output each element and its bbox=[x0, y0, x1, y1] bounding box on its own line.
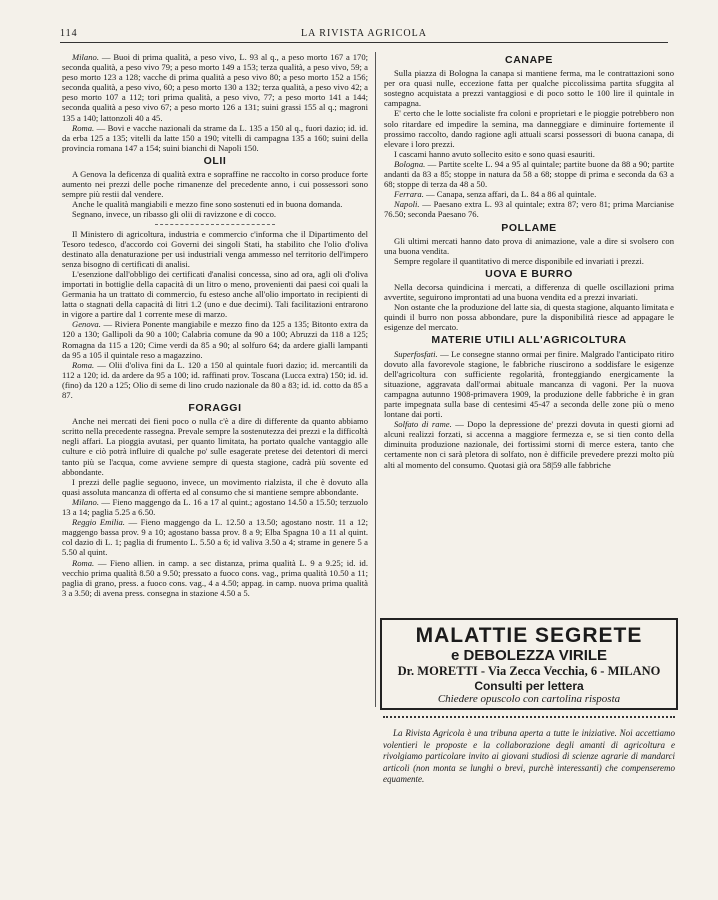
left-column bbox=[62, 52, 368, 598]
paragraph: Segnano, invece, un ribasso gli olii di ravizzone e di cocco. bbox=[72, 209, 277, 220]
paragraph: I prezzi delle paglie seguono, invece, un movimento rialzista, il che è dovuto alla quasi assoluta mancanza di offerta ed al consumo che si mantiene sempre abbondante. bbox=[62, 476, 368, 497]
section-heading-uova-burro: UOVA E BURRO bbox=[485, 267, 573, 280]
paragraph: Gli ultimi mercati hanno dato prova di animazione, vale a dire si svolsero con una buona vendita. bbox=[384, 235, 674, 256]
paragraph-reggio-foraggi: Reggio Emilia. — Fieno maggengo da L. 12.50 a 13.50; agostano nostr. 11 a 12; maggengo bassa prov. 9 a 10; agostano bassa prov. 8 a 9; Elba Spagna 10 a 11 al quint. col dazio di L. 1; paglia di frumento L. 5.50 a 6; id valiva 3.50 a 4; strame in genere 5 a 5.50 al quint. bbox=[62, 517, 368, 558]
paragraph: Sempre regolare il quantitativo di merce disponibile ed invariati i prezzi. bbox=[394, 255, 644, 266]
place-label: Roma. bbox=[72, 557, 95, 568]
right-column bbox=[384, 52, 674, 470]
ad-brochure: Chiedere opuscolo con cartolina risposta bbox=[437, 693, 621, 705]
section-heading-canape: CANAPE bbox=[505, 54, 553, 66]
paragraph-roma-foraggi: Roma. — Fieno allien. in camp. a sec distanza, prima qualità L. 9 a 9.25; id. id. vecchio prima qualità 8.50 a 9.50; pressato a fuoco cons. vag., prima qualità 10.50 a 11; paglia di grano, press. a fuoco cons. vag., 4 a 4.50; appag. in camp. nuova prima qualità 3 a 3.50; di avena press. consegna in stazione 4.50 a 5. bbox=[62, 557, 368, 598]
separator bbox=[155, 224, 275, 225]
place-label: Milano. bbox=[72, 496, 99, 507]
section-heading-materie-utili: MATERIE UTILI ALL'AGRICOLTURA bbox=[431, 334, 627, 347]
paragraph: Non ostante che la produzione del latte sia, di questa stagione, alquanto limitata e quindi il burro non possa abbondare, pure la disponibilità riesce ad appagare le esigenze del mercato. bbox=[384, 302, 674, 333]
place-label: Genova. bbox=[72, 319, 101, 330]
paragraph: Nella decorsa quindicina i mercati, a differenza di quelle oscillazioni prima avvertite, seguirono improntati ad una buona vendita ed a prezzi invariati. bbox=[384, 281, 674, 303]
paragraph: L'esenzione dall'obbligo dei certificati d'analisi concessa, sino ad ora, agli oli d'oliva importati in bottiglie della capacità di un litro o meno, provenienti dai paesi coi quali la Germania ha un trattato di commercio, fu esteso anche all'olio importato in recipienti di latta o stagnati della capacità di litri 1.2 (uno e due decimi). Tali facilitazioni entrarono in vigore a partire dal 1 corrente mese di marzo. bbox=[62, 268, 368, 320]
header-rule bbox=[60, 42, 668, 43]
place-label: Roma. bbox=[72, 122, 95, 133]
paragraph-solfato: Solfato di rame. — Dopo la depressione de' prezzi dovuta in questi giorni ad alcuni realizzi forzati, si accenna a maggiore fermezza e, se si tien conto della diminuita produzione nazionale, dei fortissimi storni di merce estera, tanto che certamente non ci sarà pletora di solfato, non è difficile prevedere prezzi molto più alti al momento del consumo. Quotasi già ora 58|59 alle fabbriche bbox=[384, 419, 674, 470]
place-label: Napoli. bbox=[394, 199, 420, 210]
paragraph-superfosfati: Superfosfati. — Le consegne stanno ormai per finire. Malgrado l'anticipato ritiro dovuto alla favorevole stagione, le fabbriche riuscirono a soddisfare le esigenze dell'agricoltura con sufficiente regolarità, fronteggiando energicamente la situazione, aggravata dall'ormai abituale mancanza di vagoni. Per la nuova campagna autunno 1908-primavera 1909, la produzione delle fabbriche è in gran parte impegnata sulla base di centesimi 45-47 a seconda delle zone più o meno lontane dai porti. bbox=[384, 348, 674, 420]
paragraph: Il Ministero di agricoltura, industria e commercio c'informa che il Dipartimento del Tesoro tedesco, d'accordo coi Governi dei singoli Stati, ha stabilito che l'olio d'oliva destinato alla denaturazione per usi industriali venga ammesso nel territorio dell'impero senza bisogno di certificati di analisi. bbox=[62, 228, 368, 269]
section-heading-foraggi: FORAGGI bbox=[188, 402, 242, 415]
paragraph: E' certo che le lotte socialiste fra coloni e proprietari e le pioggie potrebbero non solo ritardare ed impedire la semina, ma danneggiare e diminuire fortemente il prossimo raccolto, dando ragione agli attuali scarsi possessori di buona canapa, di elevare i loro prezzi. bbox=[384, 108, 674, 149]
ad-consult: Consulti per lettera bbox=[474, 679, 584, 693]
running-title: LA RIVISTA AGRICOLA bbox=[301, 28, 427, 39]
place-label: Ferrara. bbox=[394, 189, 424, 200]
section-heading-pollame: POLLAME bbox=[501, 221, 557, 234]
paragraph-milano-foraggi: Milano. — Fieno maggengo da L. 16 a 17 al quint.; agostano 14.50 a 15.50; terzuolo 13 a 14; paglia 5.25 a 6.50. bbox=[62, 496, 368, 518]
column-divider bbox=[375, 52, 376, 707]
paragraph-genova-olii: Genova. — Riviera Ponente mangiabile e mezzo fino da 125 a 135; Bitonto extra da 120 a 130; Gallipoli da 90 a 100; Calabria comune da 90 a 100; Abruzzi da 118 a 125; Romagna da 115 a 120; Cime verdi da 85 a 90; al solfuro 64; da ardere gialli lampanti da 95 a 105 il quintale reso a magazzino. bbox=[62, 319, 369, 360]
section-heading-olii: OLII bbox=[203, 154, 227, 167]
paragraph: Anche nei mercati dei fieni poco o nulla c'è a dire di differente da quanto abbiamo scritto nella precedente rassegna. Prevale sempre la sostenutezza dei prezzi e la difficoltà negli affari. La pioggia avutasi, per quanto limitata, ha portato qualche vantaggio alle culture e ciò potrà influire di qualche po' sulle esagerate pretese dei detentori di merci tanto più se l'acqua, come avviene sempre di questa stagione, cadrà più sovente ed abbondante. bbox=[62, 416, 368, 477]
paragraph: A Genova la deficenza di qualità extra e sopraffine ne raccolto in corso produce forte aumento nei prezzi delle poche rimanenze del precedente anno, i cui possessori sono sempre più restii dal vendere. bbox=[62, 169, 368, 200]
paragraph-roma-bestiame: Roma. — Bovi e vacche nazionali da strame da L. 135 a 150 al q., fuori dazio; id. id. da erba 125 a 135; vitelli da latte 150 a 190; vitelli di campagna 135 a 160; suini della provincia romana 147 a 154; suini bianchi di Napoli 150. bbox=[62, 122, 368, 153]
ad-headline: MALATTIE SEGRETE bbox=[415, 624, 643, 647]
ad-address: Dr. MORETTI - Via Zecca Vecchia, 6 - MILANO bbox=[397, 664, 661, 678]
place-label: Roma. bbox=[72, 359, 95, 370]
paragraph-napoli: Napoli. — Paesano extra L. 93 al quintale; extra 87; vero 81; prima Marcianise 76.50; seconda Paesano 76. bbox=[384, 199, 674, 220]
editorial-notice bbox=[383, 716, 675, 786]
place-label: Bologna. bbox=[394, 158, 426, 169]
paragraph: I cascami hanno avuto sollecito esito e sono quasi esauriti. bbox=[394, 148, 595, 159]
ornamental-rule bbox=[383, 716, 675, 724]
paragraph-bologna: Bologna. — Partite scelte L. 94 a 95 al quintale; partite buone da 88 a 90; partite andanti da 83 a 85; stoppe in natura da 58 a 68; stoppe di prima e seconda da 63 a 68; stoppe di terza da 48 a 50. bbox=[384, 158, 675, 190]
item-label: Superfosfati. bbox=[394, 348, 438, 359]
paragraph-milano-bestiame: Milano. — Buoi di prima qualità, a peso vivo, L. 93 al q., a peso morto 167 a 170; seconda qualità, a peso vivo 79; a peso morto 149 a 153; terza qualità, a peso vivo, 59; a peso morto 123 a 128; vacche di prima qualità a peso vivo 80; a peso morto 152 a 156; seconda qualità, a peso vivo, 60; a peso morto 130 a 132; terza qualità, a peso vivo 42; a peso morto 107 a 112; tori prima qualità, a peso vivo, 77; a peso morto 141 a 144; seconda qualità a peso vivo 67; a peso morto 126 a 131; suini grassi 155 al q.; magroni 135 a 140; lattonzoli 40 a 45. bbox=[62, 52, 369, 123]
notice-text: La Rivista Agricola è una tribuna aperta a tutte le iniziative. Noi accettiamo volentieri le proposte e la collaborazione degli amanti di agricoltura e rivolgiamo particolare invito ai giovani studiosi di scienze agrarie di mandarci articoli (non monta se lunghi o brevi, purchè interessanti) che compenseremo equamente. bbox=[383, 728, 675, 785]
paragraph: Sulla piazza di Bologna la canapa si mantiene ferma, ma le contrattazioni sono per ora quasi nulle, eccezione fatta per qualche piccolissima partita sfuggita al sostegno acquistata a prezzi vantaggiosi e di poco sotto le 100 lire il quintale in campagna. bbox=[384, 68, 674, 109]
paragraph-ferrara: Ferrara. — Canapa, senza affari, da L. 84 a 86 al quintale. bbox=[394, 189, 597, 200]
paragraph-roma-olii: Roma. — Olii d'oliva fini da L. 120 a 150 al quintale fuori dazio; id. mercantili da 112 a 120; id. da ardere da 95 a 100; id. raffinati prov. Toscana (Lucca extra) 150; id. id. (fino) da 120 a 125; Olio di seme di lino crudo nazionale da 80 a 83; id. id. cotto da 85 a 87. bbox=[62, 359, 368, 400]
item-label: Solfato di rame. bbox=[394, 419, 452, 430]
running-header bbox=[60, 26, 668, 42]
place-label: Milano. bbox=[72, 52, 99, 62]
ad-subheadline: e DEBOLEZZA VIRILE bbox=[450, 647, 608, 664]
advertisement-box bbox=[380, 618, 678, 710]
paragraph: Anche le qualità mangiabili e mezzo fine sono sostenuti ed in buona domanda. bbox=[72, 199, 343, 210]
page-number: 114 bbox=[60, 28, 78, 39]
place-label: Reggio Emilia. bbox=[72, 517, 125, 528]
